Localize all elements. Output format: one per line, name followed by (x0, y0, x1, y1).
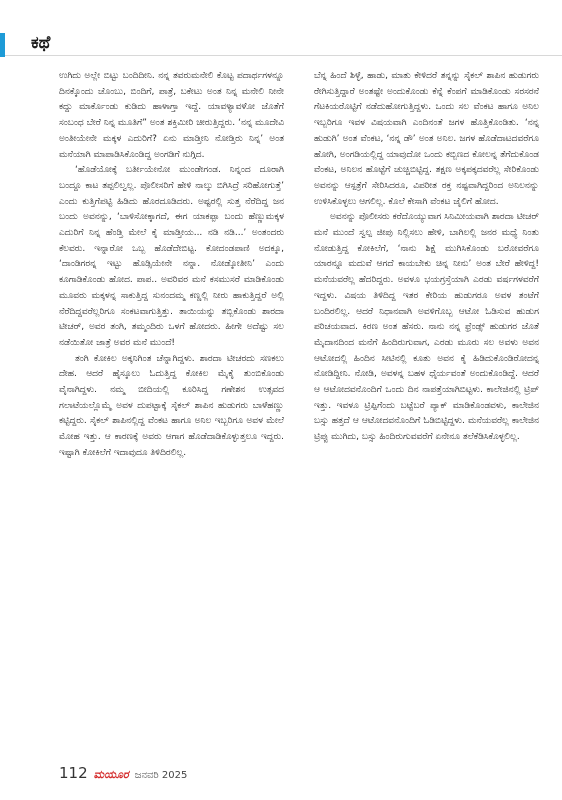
right-column (314, 69, 539, 446)
section-title: ಕಥೆ (31, 33, 51, 53)
left-column (59, 69, 284, 462)
paragraph: ಅವನನ್ನು ಪೊಲೀಸರು ಕರೆದೊಯ್ಯುವಾಗ ಸಿನಿಮೀಯವಾಗಿ ಶಾರದಾ ಟೀಚರ್ ಮನೆ ಮುಂದೆ ಸ್ವಲ್ಪ ಜೀಪು ನಿಲ್ಲಿಸಲು ಹೇಳಿ, ಬಾಗಿಲಲ್ಲಿ ಜನರ ಮಧ್ಯೆ ನಿಂತು ನೋಡುತ್ತಿದ್ದ ಕೋಕಿಲೆಗೆ, ‘ನಾನು ಶಿಕ್ಷೆ ಮುಗಿಸಿಕೊಂಡು ಬರೋವರೆಗೂ ಯಾರನ್ನೂ ಮದುವೆ ಆಗದೆ ಕಾಯಬೇಕು ಚಿನ್ನ ನೀನು’ ಅಂತ ಬೇರೆ ಹೇಳಿದ್ದ! ಮನೆಯವರೆಲ್ಲ ಹೆದರಿದ್ದರು. ಅವಳೂ ಭಯಗ್ರಸ್ತೆಯಾಗಿ ಎರಡು ವರ್ಷಗಳವರೆಗೆ ಇದ್ದಳು. ವಿಷಯ ತಿಳಿದಿದ್ದ ಇತರ ಕೇರಿಯ ಹುಡುಗರೂ ಅವಳ ತಂಟೆಗೆ ಬಂದಿರಲಿಲ್ಲ. ಆದರೆ ನಿಧಾನವಾಗಿ ಅವಳಿಗೊಬ್ಬ ಆಟೋ ಓಡಿಸುವ ಹುಡುಗ ಪರಿಚಯವಾದ. ಕಿರಣ ಅಂತ ಹೆಸರು. ನಾನು ನನ್ನ ಫ್ರೆಂಡ್ಸ್ ಹುಡುಗರ ಜೊತೆ ಮೈದಾನದಿಂದ ಮನೆಗೆ ಹಿಂದಿರುಗುವಾಗ, ಎರಡು ಮೂರು ಸಲ ಅವಳು ಅವನ ಆಟೋದಲ್ಲಿ ಹಿಂದಿನ ಸೀಟಿನಲ್ಲಿ ಕೂತು ಅವನ ಕೈ ಹಿಡಿದುಕೊಂಡಿರೋದನ್ನ ನೋಡಿದ್ದೀನಿ. ನೋಡಿ, ಅವಳನ್ನ ಬಹಳ ಧೈರ್ಯವಂತೆ ಅಂದುಕೊಂಡಿದ್ದೆ. ಆದರೆ ಆ ಆಟೋದವನೊಂದಿಗೆ ಒಂದು ದಿನ ನಾಪತ್ತೆಯಾಗಿಬಿಟ್ಟಳು. ಕಾಲೇಜಿನಲ್ಲಿ ಟ್ರಿಪ್ ಇತ್ತು. ಇವಳೂ ಟ್ರಿಪ್ಪಿಗೆಂದು ಬಟ್ಟೆಬರೆ ಪ್ಯಾಕ್ ಮಾಡಿಕೊಂಡವಳು, ಕಾಲೇಜಿನ ಬಸ್ಸು ಹತ್ತದೆ ಆ ಆಟೋದವನೊಂದಿಗೆ ಓಡಿಬಿಟ್ಟಿದ್ದಳು. ಮನೆಯವರೆಲ್ಲ ಕಾಲೇಜಿನ ಟ್ರಿಪ್ಪು ಮುಗಿದು, ಬಸ್ಸು ಹಿಂದಿರುಗುವವರೆಗೆ ಏನೇನೂ ತಲೆಕೆಡಿಸಿಕೊಳ್ಳಲಿಲ್ಲ. (314, 212, 539, 443)
issue-date: ಜನವರಿ 2025 (134, 770, 188, 781)
page-footer (59, 764, 187, 782)
paragraph: ತಂಗಿ ಕೋಕಿಲ ಅಕ್ಕನಿಗಿಂತ ಚೆನ್ನಾಗಿದ್ದಳು. ಶಾರದಾ ಟೀಚರದು ಸಣಕಲು ದೇಹ. ಆದರೆ ಹೈಸ್ಕೂಲು ಓದುತ್ತಿದ್ದ ಕೋಕಿಲ ಮೈಕೈ ತುಂಬಿಕೊಂಡು ವೈನಾಗಿದ್ದಳು. ನಮ್ಮ ಬೀದಿಯಲ್ಲಿ ಕೂರಿಸಿದ್ದ ಗಣೇಶನ ಉತ್ಸವದ ಗಲಾಟೆಯಲ್ಲೊಮ್ಮೆ ಅವಳ ದುಪಟ್ಟಾಕ್ಕೆ ಸೈಕಲ್ ಶಾಪಿನ ಹುಡುಗರು ಬಾಳೆಹಣ್ಣು ಕಟ್ಟಿದ್ದರು. ಸೈಕಲ್ ಶಾಪಿನಲ್ಲಿದ್ದ ವೆಂಕಟ ಹಾಗೂ ಅನಿಲ ಇಬ್ಬರಿಗೂ ಅವಳ ಮೇಲೆ ಮೋಹ ಇತ್ತು. ಆ ಕಾರಣಕ್ಕೆ ಅವರು ಆಗಾಗ ಹೊಡೆದಾಡಿಕೊಳ್ಳುತ್ತಲೂ ಇದ್ದರು. ಇಷ್ಟಾಗಿ ಕೋಕಿಲೆಗೆ ಇದಾವುದೂ ತಿಳಿದಿರಲಿಲ್ಲ. (59, 353, 284, 458)
paragraph: ಬೆನ್ನ ಹಿಂದೆ ಶಿಳ್ಳೆ, ಹಾಡು, ಮಾತು ಕೇಳಿದರೆ ತನ್ನನ್ನು ಸೈಕಲ್ ಶಾಪಿನ ಹುಡುಗರು ರೇಗಿಸುತ್ತಿದ್ದಾರೆ ಅಂತಷ್ಟೇ ಅಂದುಕೊಂಡು ಕೆನ್ನೆ ಕೆಂಪಗೆ ಮಾಡಿಕೊಂಡು ಸರಸರನೆ ಗೆಟಕಿಯರೊಟ್ಟಿಗೆ ನಡೆದುಹೋಗುತ್ತಿದ್ದಳು. ಒಂದು ಸಲ ವೆಂಕಟ ಹಾಗೂ ಅನಿಲ ಇಬ್ಬರಿಗೂ ಇವಳ ವಿಷಯವಾಗಿ ಎಂದಿನಂತೆ ಜಗಳ ಹೊತ್ತಿಕೊಂಡಿತು. ‘ನನ್ನ ಹುಡುಗಿ’ ಅಂತ ವೆಂಕಟ, ‘ನನ್ನ ಡೌ’ ಅಂತ ಅನಿಲ. ಜಗಳ ಹೊಡೆದಾಟದವರೆಗೂ ಹೋಗಿ, ಅಂಗಡಿಯಲ್ಲಿದ್ದ ಯಾವುದೋ ಒಂದು ಕಬ್ಬಿಣದ ಕೋಲನ್ನ ತೆಗೆದುಕೊಂಡ ವೆಂಕಟ, ಅನಿಲನ ಹೊಟ್ಟೆಗೆ ಚುಚ್ಚಿಬಿಟ್ಟಿದ್ದ. ತಕ್ಷಣ ಅಕ್ಕಪಕ್ಕದವರೆಲ್ಲ ಸೇರಿಕೊಂಡು ಅವನನ್ನು ಆಸ್ಪತ್ರೆಗೆ ಸೇರಿಸಿದರೂ, ವಿಪರೀತ ರಕ್ತ ನಷ್ಟವಾಗಿದ್ದರಿಂದ ಅನಿಲನನ್ನು ಉಳಿಸಿಕೊಳ್ಳಲು ಆಗಲಿಲ್ಲ. ಕೊಲೆ ಕೇಸಾಗಿ ವೆಂಕಟ ಜೈಲಿಗೆ ಹೋದ. (314, 71, 539, 207)
paragraph: ಉಗಿದು ಅಲ್ಲೇ ಬಿಟ್ಟು ಬಂದಿದೀನಿ. ನನ್ನ ತವರುಮನೇಲಿ ಕೊಟ್ಟ ಪದಾರ್ಥಗಳನ್ನೂ ದಿನಕ್ಕೊಂದು ಚೊಂಬು, ಬಿಂದಿಗೆ, ಪಾತ್ರೆ, ಬಕೇಟು ಅಂತ ನಿನ್ನ ಮನೇಲಿ ನೀನೇ ಕದ್ದು ಮಾರ್ಕೊಂಡು ಕುಡಿದು ಹಾಳಾಗ್ತಾ ಇದ್ದೆ. ಯಾವಳ್ಯಾವಳೋ ಜೊತೆಗೆ ಸಂಬಂಧ ಬೇರೆ ನಿನ್ನ ಮೂತಿಗೆ” ಅಂತ ಶಕ್ತಿಮೀರಿ ಚೀರುತ್ತಿದ್ದರು. ‘ನನ್ನ ಮೂದೇವಿ ಅಂತೀಯೇನೇ ಮಕ್ಕಳ ಎದುರಿಗೆ? ಏನು ಮಾಡ್ತೀನಿ ನೋಡ್ತಿರು ನಿನ್ನ’ ಅಂತ ಮನೆಯಾಗಿ ಮಾಪಾಡಿಸಿಕೊಂಡಿದ್ದ ಅಂಗಡಿಗೆ ನುಗ್ಗಿದ. (59, 71, 284, 160)
paragraph: ‘ಹೊಡೆಯೋಕ್ಕೆ ಬರ್ತೀಯೇನೋ ಮುಂಡೇಗಂಡ. ನಿನ್ನಂದ ದೂರಾಗಿ ಬಂದ್ದೂ ಕಾಟ ತಪ್ಪಲಿಲ್ವಲ್ಲ. ಪೊಲೀಸರಿಗೆ ಹೇಳಿ ನಾಲ್ಕು ಬಿಗಿಸಿದ್ರೆ ಸರಿಹೋಗುತ್ತೆ’ ಎಂದು ಕುತ್ತಿಗೆಪಟ್ಟಿ ಹಿಡಿದು ಹೊರದೂಡಿದರು. ಅಷ್ಟರಲ್ಲಿ ಸುತ್ತ ನೆರೆದಿದ್ದ ಜನ ಬಂದು ಅವನನ್ನು, ‘ಬಾಳಿಸೋಕ್ಕಾಗದೆ, ಈಗ ಯಾಕಪ್ಪಾ ಬಂದು ಹೆಣ್ಣುಮಕ್ಕಳ ಎದುರಿಗೆ ನಿನ್ನ ಹೆಂಡ್ತಿ ಮೇಲೆ ಕೈ ಮಾಡ್ತೀಯ... ನಡಿ ನಡಿ...’ ಅಂತಂದರು ಕೆಲವರು. ಇನ್ನಾರೋ ಒಬ್ಬ ಹೊಡೆದೇಬಿಟ್ಟ. ಕೋದಂಡಪಾಣಿ ಅದಕ್ಕೂ, ‘ದಾಂಡಿಗರನ್ನ ಇಟ್ಟು ಹೊಡ್ಸಿಯೇನೇ ನನ್ನಾ. ನೋಡ್ಕೋತೀನಿ’ ಎಂದು ಕೂಗಾಡಿಕೊಂಡು ಹೋದ. ಪಾಪ.. ಅವರಿವರ ಮನೆ ಕಸಮುಸರೆ ಮಾಡಿಕೊಂಡು ಮೂವರು ಮಕ್ಕಳನ್ನ ಸಾಕುತ್ತಿದ್ದ ಸುನಂದಮ್ಮ ಕಣ್ಣಲ್ಲಿ ನೀರು ಹಾಕುತ್ತಿದ್ದರೆ ಅಲ್ಲಿ ನೆರೆದಿದ್ದವರೆಲ್ಲರಿಗೂ ಸಂಕಟವಾಗುತ್ತಿತ್ತು. ತಾಯಿಯನ್ನು ತಬ್ಬಿಕೊಂಡು ಶಾರದಾ ಟೀಚರ್, ಅವರ ತಂಗಿ, ತಮ್ಮಂದಿರು ಒಳಗೆ ಹೋದರು. ಹೀಗೇ ಅದೆಷ್ಟು ಸಲ ನಡೆಯಿತೋ ಜಾತ್ರೆ ಅವರ ಮನೆ ಮುಂದೆ! (59, 165, 284, 348)
section-accent-bar (0, 33, 5, 57)
header-divider (0, 55, 562, 56)
magazine-logo: ಮಯೂರ (93, 768, 129, 781)
page-number: 112 (59, 764, 88, 782)
